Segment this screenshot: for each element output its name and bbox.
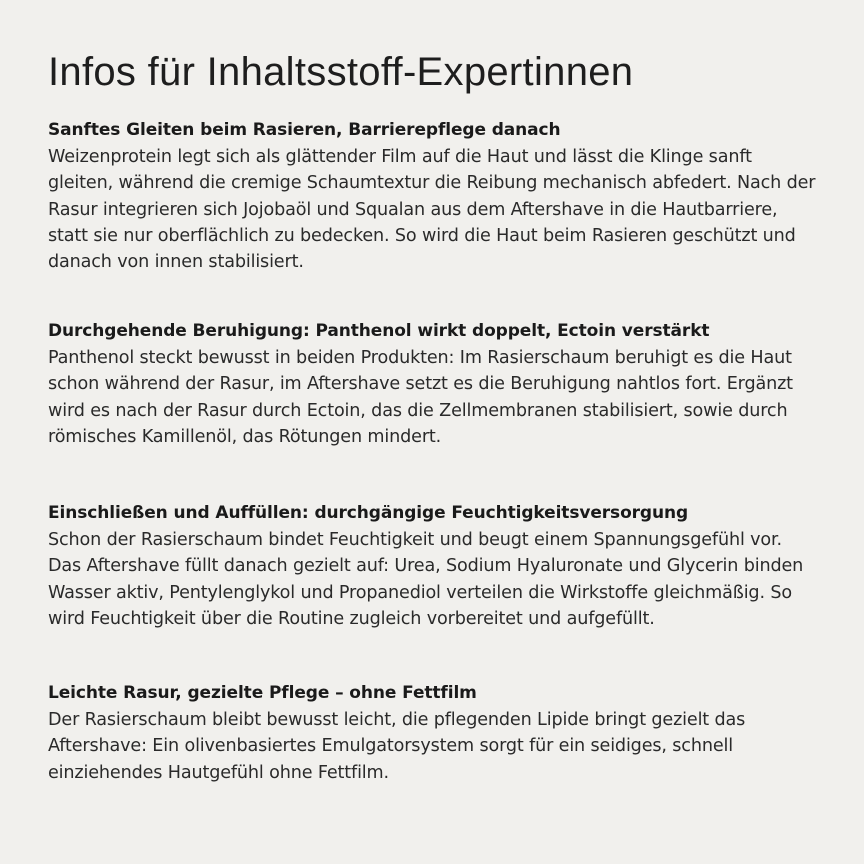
section-body: Weizenprotein legt sich als glättender Film auf die Haut und lässt die Klinge sanft gleiten, während die cremige Schaumtextur die Reibung mechanisch abfedert. Nach der Rasur integrieren sich Jojobaöl und Squalan aus dem Aftershave in die Hautbarriere, statt sie nur oberflächlich zu bedecken. So wird die Haut beim Rasieren geschützt und danach von innen stabilisiert.: [48, 147, 816, 273]
section-soothing: [48, 319, 818, 450]
section-heading: Einschließen und Auffüllen: durchgängige Feuchtigkeitsversorgung: [48, 503, 689, 523]
section-light-shave: [48, 681, 818, 786]
section-body: Schon der Rasierschaum bindet Feuchtigkeit und beugt einem Spannungsgefühl vor. Das Aftershave füllt danach gezielt auf: Urea, Sodium Hyaluronate und Glycerin binden Wasser aktiv, Pentylenglykol und Propanediol verteilen die Wirkstoffe gleichmäßig. So wird Feuchtigkeit über die Routine zugleich vorbereitet und aufgefüllt.: [48, 530, 804, 629]
section-heading: Leichte Rasur, gezielte Pflege – ohne Fettfilm: [48, 683, 477, 703]
section-heading: Sanftes Gleiten beim Rasieren, Barrierepflege danach: [48, 120, 561, 140]
section-body: Der Rasierschaum bleibt bewusst leicht, die pflegenden Lipide bringt gezielt das Aftershave: Ein olivenbasiertes Emulgatorsystem sorgt für ein seidiges, schnell einziehendes Hautgefühl ohne Fettfilm.: [48, 710, 746, 783]
page-title: Infos für Inhaltsstoff-Expertinnen: [48, 50, 634, 94]
section-body: Panthenol steckt bewusst in beiden Produkten: Im Rasierschaum beruhigt es die Haut schon während der Rasur, im Aftershave setzt es die Beruhigung nahtlos fort. Ergänzt wird es nach der Rasur durch Ectoin, das die Zellmembranen stabilisiert, sowie durch römisches Kamillenöl, das Rötungen mindert.: [48, 348, 793, 447]
section-moisture: [48, 501, 818, 632]
section-heading: Durchgehende Beruhigung: Panthenol wirkt doppelt, Ectoin verstärkt: [48, 321, 710, 341]
section-gentle-glide: [48, 118, 818, 275]
